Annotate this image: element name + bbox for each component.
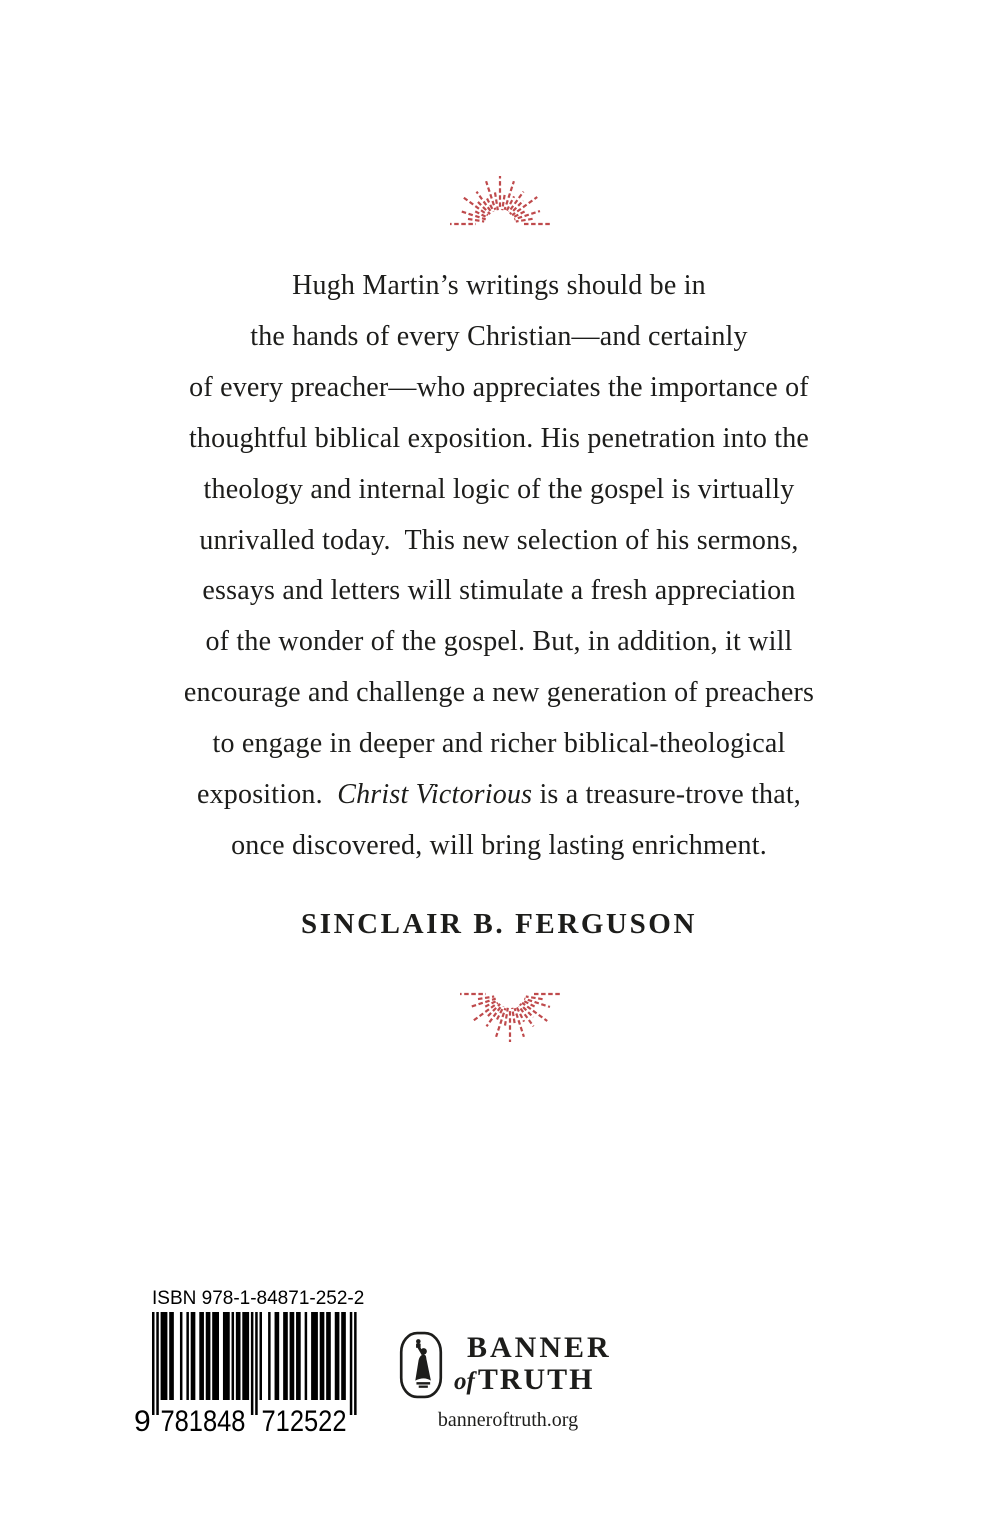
wordmark-line2: [454, 1363, 612, 1398]
quote-line: unrivalled today. This new selection of his sermons,: [199, 524, 799, 556]
quote-line: [0, 770, 998, 821]
quote-line: theology and internal logic of the gospel is virtually: [203, 473, 795, 505]
ean13-barcode: [134, 1312, 360, 1434]
endorsement-quote: [0, 261, 998, 872]
quote-line: of every preacher—who appreciates the importance of: [189, 371, 809, 403]
svg-text:781848: 781848: [160, 1405, 246, 1434]
svg-text:9: 9: [134, 1405, 151, 1434]
quote-text: exposition.: [196, 779, 338, 811]
book-title-italic: Christ Victorious: [337, 779, 533, 811]
quote-line: the hands of every Christian—and certainly: [250, 320, 748, 352]
publisher-wordmark: [454, 1330, 612, 1398]
wordmark-line1: BANNER: [467, 1330, 612, 1364]
quote-line: thoughtful biblical exposition. His penetration into the: [188, 422, 810, 454]
wordmark-truth: TRUTH: [477, 1362, 595, 1396]
endorser-name: SINCLAIR B. FERGUSON: [300, 908, 698, 940]
svg-text:712522: 712522: [261, 1405, 347, 1434]
quote-line: once discovered, will bring lasting enrichment.: [231, 829, 767, 861]
wordmark-of: of: [454, 1367, 475, 1395]
quote-line: encourage and challenge a new generation of preachers: [183, 677, 815, 709]
preacher-figure-badge-icon: [398, 1330, 444, 1400]
publisher-logo-row: [398, 1330, 618, 1400]
publisher-url: banneroftruth.org: [437, 1409, 579, 1431]
quote-line: Hugh Martin’s writings should be in: [292, 270, 706, 301]
publisher-logo: [398, 1330, 618, 1432]
quote-text: is a treasure-trove that,: [532, 779, 802, 811]
sunburst-rising-icon: [440, 166, 560, 230]
quote-line: to engage in deeper and richer biblical-theological: [212, 728, 786, 760]
quote-line: of the wonder of the gospel. But, in addition, it will: [205, 626, 793, 658]
barcode-block: [134, 1288, 365, 1434]
quote-line: essays and letters will stimulate a fresh appreciation: [202, 575, 796, 607]
sunburst-setting-icon: [450, 988, 570, 1052]
isbn-label: ISBN 978-1-84871-252-2: [152, 1288, 365, 1309]
